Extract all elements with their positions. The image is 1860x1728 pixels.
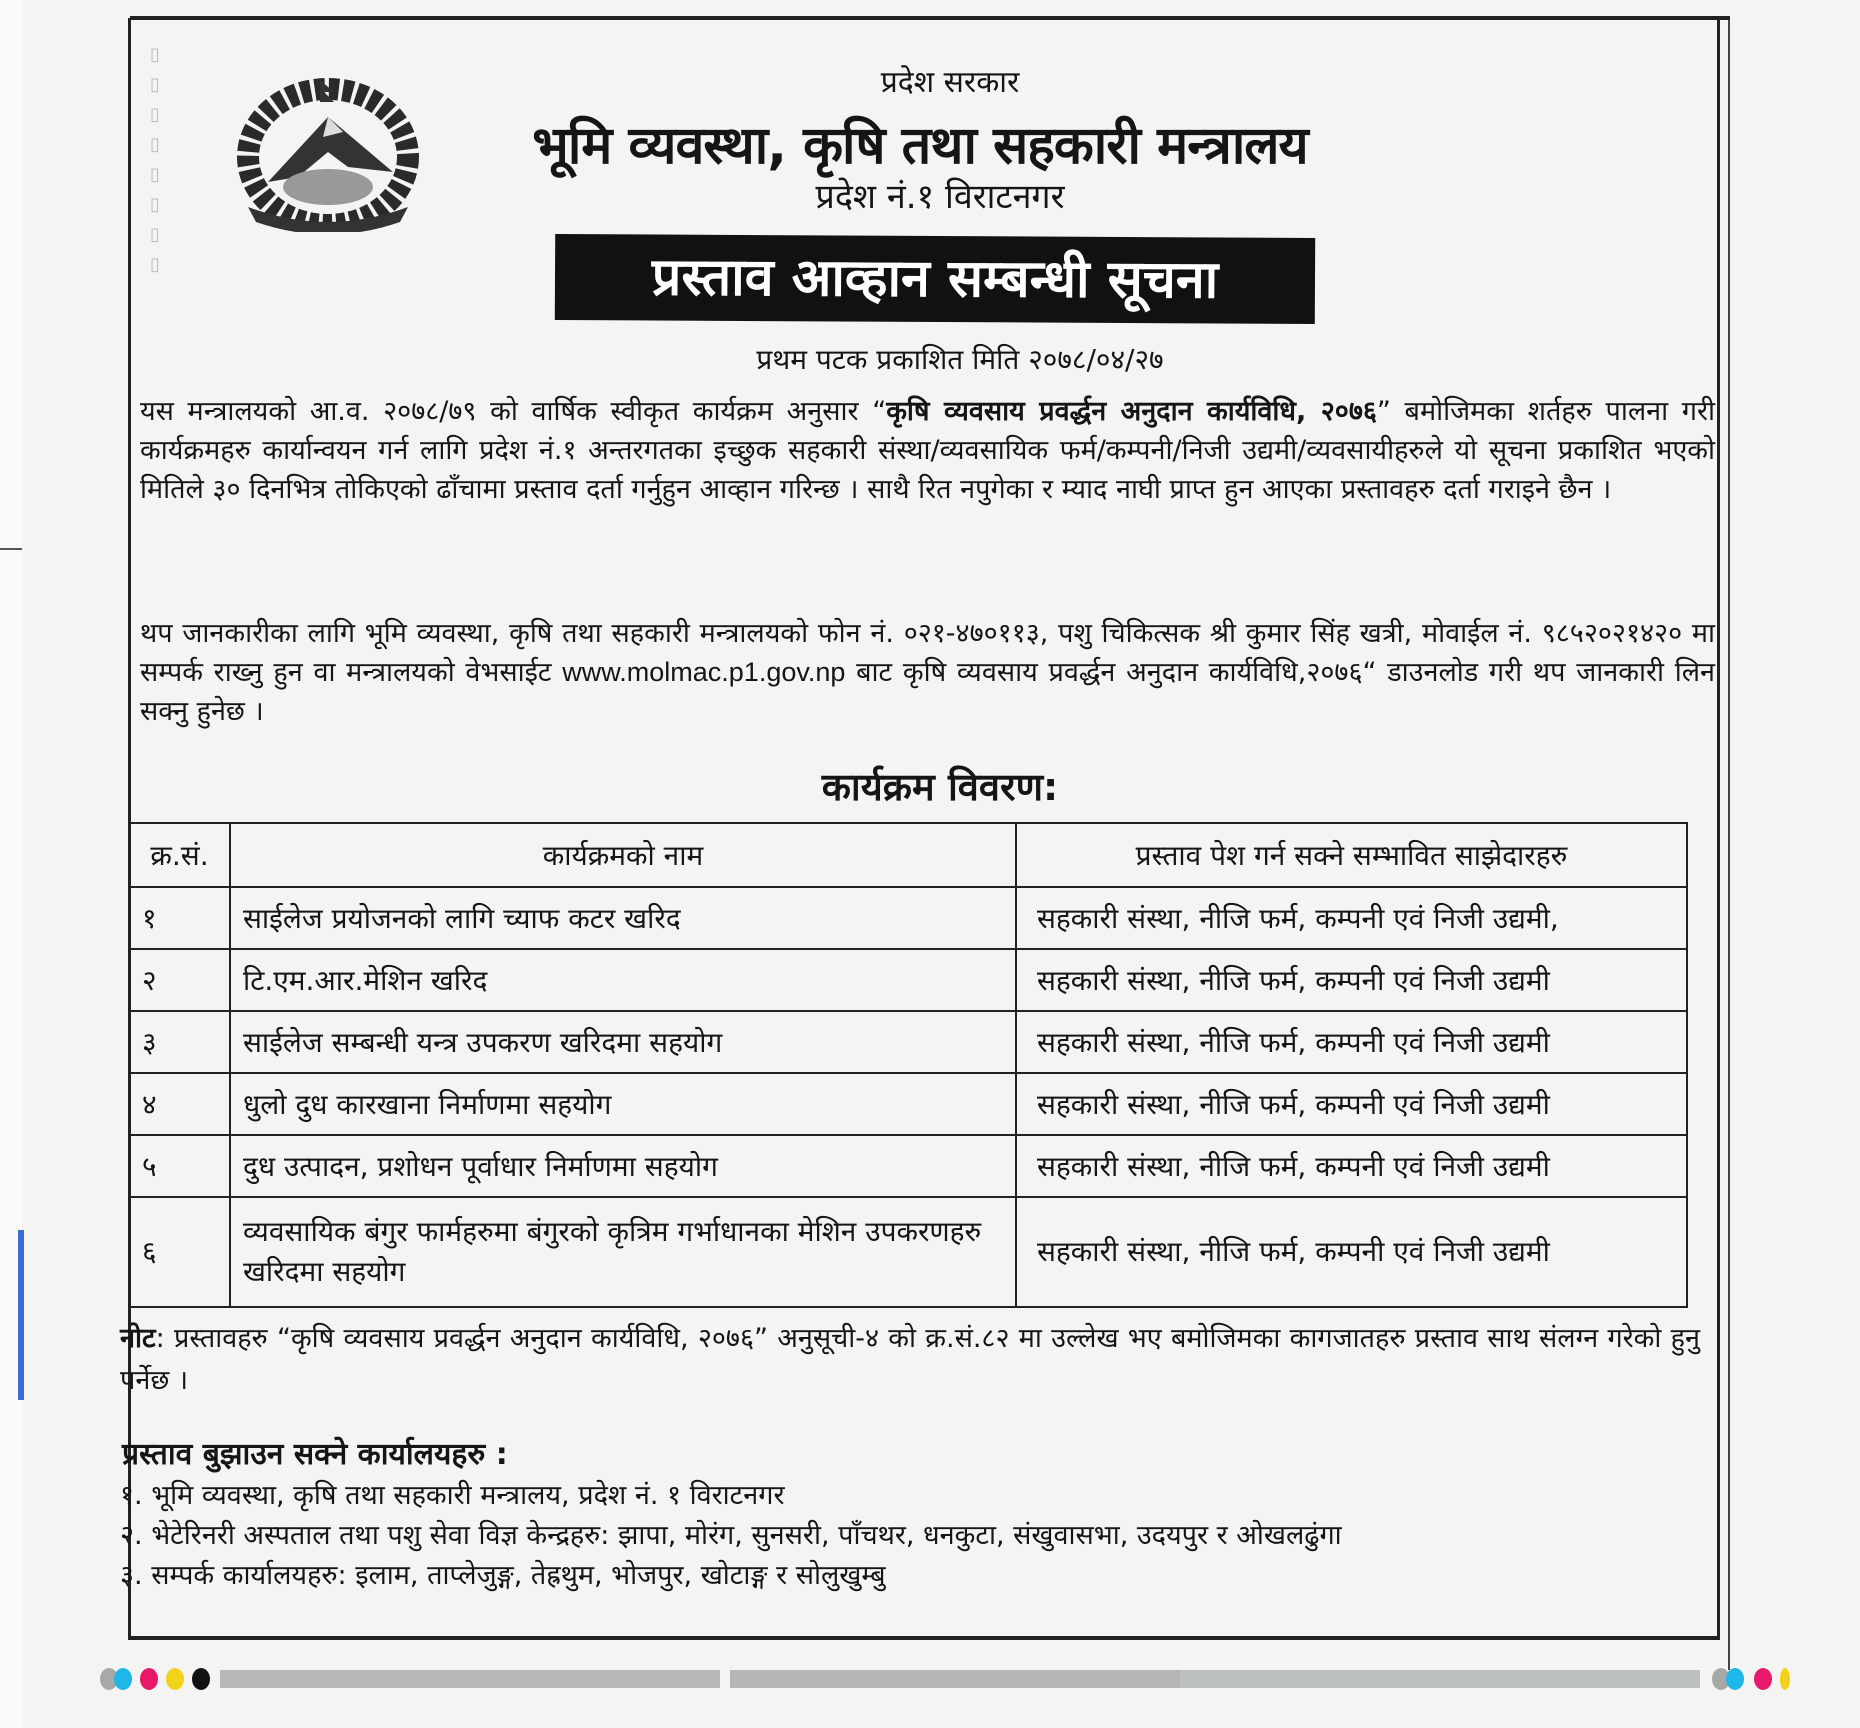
intro-text-end: ” बमोजिमका शर्तहरु पालना गरी कार्यक्रमहरु कार्यान्वयन गर्न लागि प्रदेश नं.१ अन्तरगतका इच्छुक सहकारी संस्था/व्यवसायिक फर्म/कम्पनी/निजी उद्यमी/व्यवसायीहरुले यो सूचना प्रकाशित भएको मितिले ३० दिनभित्र तोकिएको ढाँचामा प्रस्ताव दर्ता गर्नुहुन आव्हान गरिन्छ । साथै रित नपुगेका र म्याद नाघी प्राप्त हुन आएका प्रस्तावहरु दर्ता गराइने छैन । <box>140 396 1716 505</box>
row-program-name: धुलो दुध कारखाना निर्माणमा सहयोग <box>230 1073 1016 1135</box>
registration-dot <box>192 1668 210 1690</box>
scan-artifact <box>0 548 22 550</box>
row-program-name: साईलेज सम्बन्धी यन्त्र उपकरण खरिदमा सहयोग <box>230 1011 1016 1073</box>
note-paragraph <box>120 1318 1700 1402</box>
intro-text-start: यस मन्त्रालयको आ.व. २०७८/७९ को वार्षिक स्वीकृत कार्यक्रम अनुसार “ <box>140 396 887 427</box>
row-sn: २ <box>129 949 230 1011</box>
row-partners: सहकारी संस्था, नीजि फर्म, कम्पनी एवं निजी उद्यमी <box>1016 949 1687 1011</box>
registration-dot <box>1780 1668 1790 1690</box>
list-item: २. भेटेरिनरी अस्पताल तथा पशु सेवा विज्ञ केन्द्रहरु: झापा, मोरंग, सुनसरी, पाँचथर, धनकुटा, संखुवासभा, उदयपुर र ओखलढुंगा <box>120 1520 1342 1551</box>
margin-bleed-through: ▯ ▯ ▯ ▯ ▯ ▯ ▯ ▯ <box>150 44 160 275</box>
row-program-name: साईलेज प्रयोजनको लागि च्याफ कटर खरिद <box>230 887 1016 949</box>
program-section-title: कार्यक्रम विवरण: <box>821 765 1059 809</box>
row-program-name: दुध उत्पादन, प्रशोधन पूर्वाधार निर्माणमा सहयोग <box>230 1135 1016 1197</box>
table-row <box>129 1135 1687 1197</box>
contact-text-end: बाट कृषि व्यवसाय प्रवर्द्धन अनुदान कार्यविधि,२०७६“ डाउनलोड गरी थप जानकारी लिन सक्नु हुनेछ । <box>140 657 1715 727</box>
procedure-name: कृषि व्यवसाय प्रवर्द्धन अनुदान कार्यविधि, २०७६ <box>886 396 1377 427</box>
row-program-name: टि.एम.आर.मेशिन खरिद <box>230 949 1016 1011</box>
row-program-name: व्यवसायिक बंगुर फार्महरुमा बंगुरको कृत्रिम गर्भाधानका मेशिन उपकरणहरु खरिदमा सहयोग <box>230 1197 1016 1307</box>
website-link[interactable]: www.molmac.p1.gov.np <box>562 657 846 687</box>
registration-dot <box>140 1668 158 1690</box>
table-row <box>129 1011 1687 1073</box>
government-label: प्रदेश सरकार <box>880 65 1020 100</box>
program-table <box>128 822 1688 1308</box>
column-header-sn: क्र.सं. <box>129 823 230 887</box>
table-row <box>129 1197 1687 1307</box>
page-edge-rule <box>1728 20 1730 1670</box>
publish-date: प्रथम पटक प्रकाशित मिति २०७८/०४/२७ <box>756 343 1164 376</box>
notice-title: प्रस्ताव आव्हान सम्बन्धी सूचना <box>555 234 1315 324</box>
list-item: १. भूमि व्यवस्था, कृषि तथा सहकारी मन्त्रालय, प्रदेश नं. १ विराटनगर <box>120 1480 785 1511</box>
list-item: ३. सम्पर्क कार्यालयहरु: इलाम, ताप्लेजुङ्ग, तेह्रथुम, भोजपुर, खोटाङ्ग र सोलुखुम्बु <box>120 1560 886 1591</box>
offices-title: प्रस्ताव बुझाउन सक्ने कार्यालयहरु : <box>122 1437 508 1472</box>
column-header-program: कार्यक्रमको नाम <box>230 823 1016 887</box>
offices-list <box>120 1476 1700 1596</box>
row-partners: सहकारी संस्था, नीजि फर्म, कम्पनी एवं निजी उद्यमी <box>1016 1011 1687 1073</box>
contact-paragraph <box>140 614 1715 731</box>
print-registration-marks <box>100 1660 1860 1700</box>
row-partners: सहकारी संस्था, नीजि फर्म, कम्पनी एवं निजी उद्यमी <box>1016 1073 1687 1135</box>
registration-dot <box>166 1668 184 1690</box>
table-header-row <box>129 823 1687 887</box>
color-strip <box>1180 1670 1700 1688</box>
scan-artifact <box>18 1230 24 1400</box>
table-row <box>129 1073 1687 1135</box>
intro-paragraph <box>140 392 1715 509</box>
table-row <box>129 949 1687 1011</box>
note-text: : प्रस्तावहरु “कृषि व्यवसाय प्रवर्द्धन अनुदान कार्यविधि, २०७६” अनुसूची-४ को क्र.सं.८२ मा उल्लेख भए बमोजिमका कागजातहरु प्रस्ताव साथ संलग्न गरेको हुनु पर्नेछ । <box>120 1323 1700 1396</box>
row-sn: ३ <box>129 1011 230 1073</box>
row-partners: सहकारी संस्था, नीजि फर्म, कम्पनी एवं निजी उद्यमी, <box>1016 887 1687 949</box>
province-location: प्रदेश नं.१ विराटनगर <box>815 177 1065 217</box>
ministry-name: भूमि व्यवस्था, कृषि तथा सहकारी मन्त्रालय <box>532 116 1308 176</box>
registration-dot <box>1754 1668 1772 1690</box>
row-sn: ४ <box>129 1073 230 1135</box>
color-strip <box>220 1670 720 1688</box>
note-label: नोट <box>120 1323 156 1354</box>
table-row <box>129 887 1687 949</box>
registration-dot <box>1726 1668 1744 1690</box>
column-header-partners: प्रस्ताव पेश गर्न सक्ने सम्भावित साझेदारहरु <box>1016 823 1687 887</box>
registration-dot <box>114 1668 132 1690</box>
scan-edge <box>0 0 22 1728</box>
contact-text-start: थप जानकारीका लागि भूमि व्यवस्था, कृषि तथा सहकारी मन्त्रालयको फोन नं. ०२१-४७०११३, पशु चिकित्सक श्री कुमार सिंह खत्री, मोवाईल नं. ९८५२०२१४२० मा सम्पर्क राख्नु हुन वा मन्त्रालयको वेभसाईट <box>140 618 1715 688</box>
row-sn: ५ <box>129 1135 230 1197</box>
row-sn: ६ <box>129 1197 230 1307</box>
row-sn: १ <box>129 887 230 949</box>
row-partners: सहकारी संस्था, नीजि फर्म, कम्पनी एवं निजी उद्यमी <box>1016 1135 1687 1197</box>
row-partners: सहकारी संस्था, नीजि फर्म, कम्पनी एवं निजी उद्यमी <box>1016 1197 1687 1307</box>
